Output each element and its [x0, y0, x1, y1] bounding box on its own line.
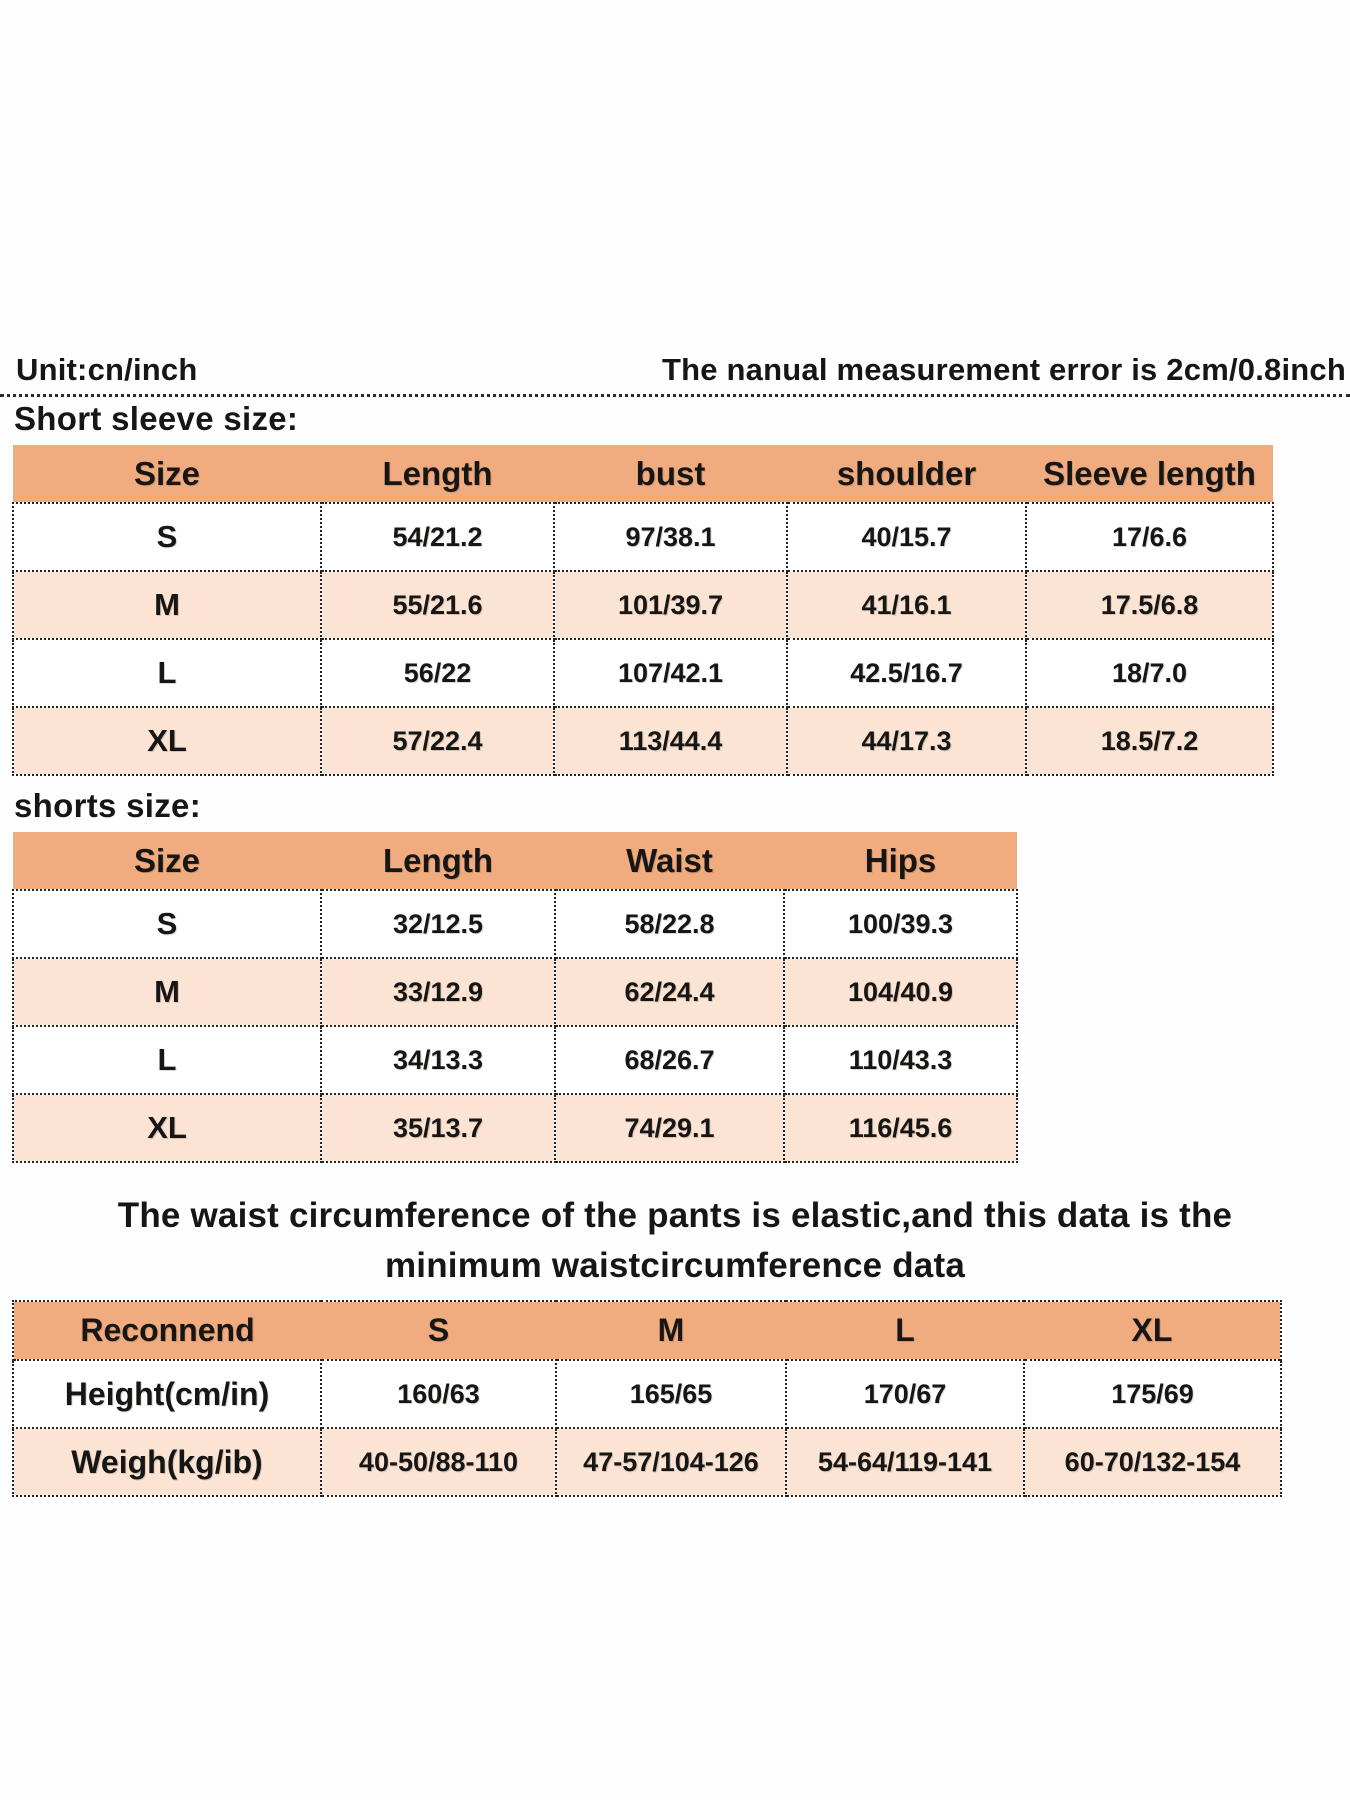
- table-cell: 56/22: [321, 639, 554, 707]
- size-label: XL: [13, 1094, 321, 1162]
- table-cell: 33/12.9: [321, 958, 555, 1026]
- short-sleeve-title: Short sleeve size:: [14, 400, 299, 437]
- table-cell: 107/42.1: [554, 639, 787, 707]
- header-cell-hips: Hips: [784, 832, 1017, 890]
- header-cell-sleeve-length: Sleeve length: [1026, 445, 1273, 503]
- header-cell-size: Size: [13, 832, 321, 890]
- table-row-s: [13, 890, 1017, 958]
- recommend-header-row: [13, 1301, 1281, 1360]
- table-cell: 175/69: [1024, 1360, 1281, 1428]
- elastic-waist-note: [0, 1191, 1350, 1291]
- header-cell-xl: XL: [1024, 1301, 1281, 1360]
- table-cell: 101/39.7: [554, 571, 787, 639]
- header-cell-shoulder: shoulder: [787, 445, 1026, 503]
- table-row-l: [13, 639, 1273, 707]
- table-row-s: [13, 503, 1273, 571]
- size-label: L: [13, 639, 321, 707]
- table-cell: 62/24.4: [555, 958, 784, 1026]
- unit-label: Unit:cn/inch: [16, 352, 198, 387]
- table-cell: 104/40.9: [784, 958, 1017, 1026]
- size-label: M: [13, 958, 321, 1026]
- header-cell-l: L: [786, 1301, 1024, 1360]
- shorts-table: [12, 832, 1018, 1163]
- table-cell: 17.5/6.8: [1026, 571, 1273, 639]
- weight-label: Weigh(kg/ib): [13, 1428, 321, 1496]
- table-cell: 68/26.7: [555, 1026, 784, 1094]
- size-label: L: [13, 1026, 321, 1094]
- size-label: M: [13, 571, 321, 639]
- measurement-error-note: The nanual measurement error is 2cm/0.8inch: [662, 352, 1346, 387]
- table-row-xl: [13, 1094, 1017, 1162]
- note-line-2: minimum waistcircumference data: [384, 1246, 965, 1285]
- table-cell: 113/44.4: [554, 707, 787, 775]
- table-cell: 54/21.2: [321, 503, 554, 571]
- table-cell: 18/7.0: [1026, 639, 1273, 707]
- header-cell-waist: Waist: [555, 832, 784, 890]
- header-cell-length: Length: [321, 445, 554, 503]
- size-label: S: [13, 890, 321, 958]
- table-cell: 165/65: [556, 1360, 786, 1428]
- table-cell: 42.5/16.7: [787, 639, 1026, 707]
- table-row-weight: [13, 1428, 1281, 1496]
- short-sleeve-header-row: [13, 445, 1273, 503]
- size-label: XL: [13, 707, 321, 775]
- table-cell: 17/6.6: [1026, 503, 1273, 571]
- header-cell-size: Size: [13, 445, 321, 503]
- table-cell: 55/21.6: [321, 571, 554, 639]
- table-row-height: [13, 1360, 1281, 1428]
- note-line-1: The waist circumference of the pants is elastic,and this data is the: [117, 1196, 1233, 1235]
- table-cell: 116/45.6: [784, 1094, 1017, 1162]
- table-row-l: [13, 1026, 1017, 1094]
- header-cell-length: Length: [321, 832, 555, 890]
- table-cell: 34/13.3: [321, 1026, 555, 1094]
- table-cell: 74/29.1: [555, 1094, 784, 1162]
- table-cell: 60-70/132-154: [1024, 1428, 1281, 1496]
- table-cell: 35/13.7: [321, 1094, 555, 1162]
- height-label: Height(cm/in): [13, 1360, 321, 1428]
- table-row-xl: [13, 707, 1273, 775]
- size-label: S: [13, 503, 321, 571]
- size-chart-content: [0, 352, 1350, 1497]
- table-cell: 97/38.1: [554, 503, 787, 571]
- header-cell-s: S: [321, 1301, 556, 1360]
- header-cell-m: M: [556, 1301, 786, 1360]
- table-cell: 160/63: [321, 1360, 556, 1428]
- table-cell: 44/17.3: [787, 707, 1026, 775]
- table-cell: 57/22.4: [321, 707, 554, 775]
- table-cell: 110/43.3: [784, 1026, 1017, 1094]
- table-cell: 40-50/88-110: [321, 1428, 556, 1496]
- table-cell: 47-57/104-126: [556, 1428, 786, 1496]
- shorts-title: shorts size:: [14, 787, 201, 824]
- recommend-table: [12, 1300, 1282, 1497]
- header-cell-recommend: Reconnend: [13, 1301, 321, 1360]
- table-row-m: [13, 958, 1017, 1026]
- table-cell: 170/67: [786, 1360, 1024, 1428]
- header-cell-bust: bust: [554, 445, 787, 503]
- table-row-m: [13, 571, 1273, 639]
- unit-line: [0, 352, 1350, 388]
- table-cell: 32/12.5: [321, 890, 555, 958]
- table-cell: 58/22.8: [555, 890, 784, 958]
- table-cell: 100/39.3: [784, 890, 1017, 958]
- dotted-separator: [0, 394, 1350, 397]
- table-cell: 18.5/7.2: [1026, 707, 1273, 775]
- table-cell: 40/15.7: [787, 503, 1026, 571]
- table-cell: 41/16.1: [787, 571, 1026, 639]
- shorts-header-row: [13, 832, 1017, 890]
- table-cell: 54-64/119-141: [786, 1428, 1024, 1496]
- short-sleeve-table: [12, 445, 1274, 776]
